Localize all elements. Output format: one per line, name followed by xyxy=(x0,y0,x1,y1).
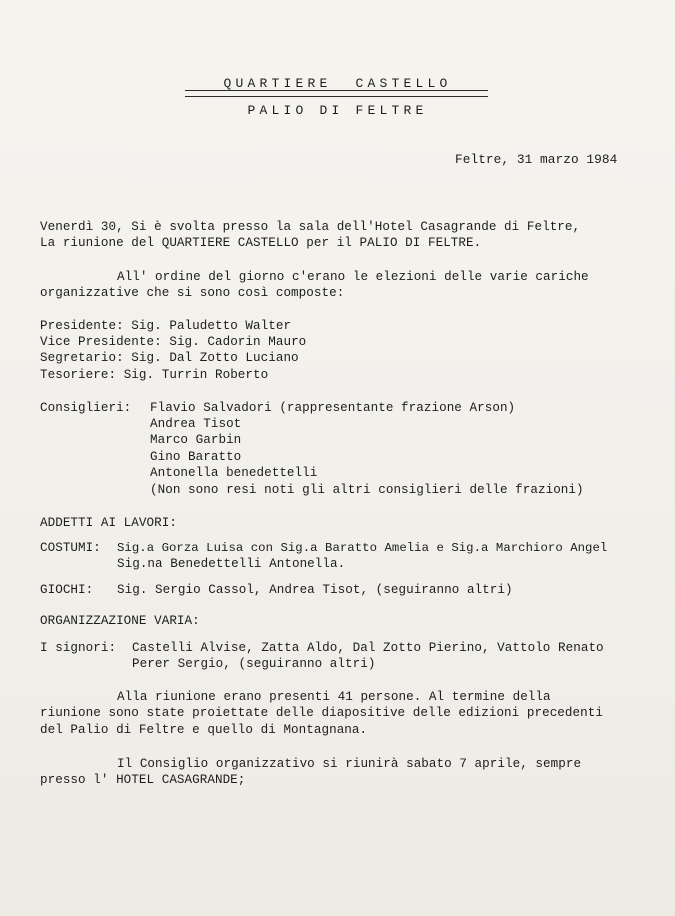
next-meeting-line-2: presso l' HOTEL CASAGRANDE; xyxy=(40,773,246,787)
councillor-item: Marco Garbin xyxy=(150,433,242,447)
attendance-line-1: Alla riunione erano presenti 41 persone. Al termine della xyxy=(117,690,551,704)
officer-role: Vice Presidente: xyxy=(40,335,162,349)
misc-line-1: Castelli Alvise, Zatta Aldo, Dal Zotto Pierino, Vattolo Renato xyxy=(132,641,604,655)
officer-role: Segretario: xyxy=(40,351,124,365)
councillor-item: (Non sono resi noti gli altri consiglieri delle frazioni) xyxy=(150,483,584,497)
misc-line-2: Perer Sergio, (seguiranno altri) xyxy=(132,657,376,671)
agenda-line-2: organizzative che si sono così composte: xyxy=(40,286,345,300)
officer-treasurer xyxy=(40,368,268,383)
misc-label: I signori: xyxy=(40,641,117,655)
officer-name: Sig. Turrin Roberto xyxy=(123,368,269,382)
councillors-label: Consiglieri: xyxy=(40,401,132,415)
councillor-item: Antonella benedettelli xyxy=(150,466,318,480)
title-double-underline xyxy=(185,90,488,97)
agenda-line-1: All' ordine del giorno c'erano le elezioni delle varie cariche xyxy=(117,270,589,284)
games-label: GIOCHI: xyxy=(40,583,94,597)
officer-vice-president xyxy=(40,335,306,350)
costumes-line-1: Sig.a Gorza Luisa con Sig.a Baratto Amelia e Sig.a Marchioro Angel xyxy=(117,541,608,555)
officer-name: Sig. Cadorin Mauro xyxy=(169,335,307,349)
next-meeting-line-1: Il Consiglio organizzativo si riunirà sabato 7 aprile, sempre xyxy=(117,757,582,771)
officer-name: Sig. Dal Zotto Luciano xyxy=(131,351,299,365)
document-subtitle: PALIO DI FELTRE xyxy=(247,103,428,118)
games-text: Sig. Sergio Cassol, Andrea Tisot, (seguiranno altri) xyxy=(117,583,513,597)
intro-line-1: Venerdì 30, Si è svolta presso la sala dell'Hotel Casagrande di Feltre, xyxy=(40,220,581,234)
costumes-line-2: Sig.na Benedettelli Antonella. xyxy=(117,557,346,571)
officer-role: Presidente: xyxy=(40,319,124,333)
intro-line-2: La riunione del QUARTIERE CASTELLO per il PALIO DI FELTRE. xyxy=(40,236,482,250)
costumes-label: COSTUMI: xyxy=(40,541,101,555)
officer-name: Sig. Paludetto Walter xyxy=(131,319,292,333)
councillor-item: Gino Baratto xyxy=(150,450,242,464)
attendance-line-2: riunione sono state proiettate delle diapositive delle edizioni precedenti xyxy=(40,706,603,720)
document-date: Feltre, 31 marzo 1984 xyxy=(455,152,618,167)
officer-president xyxy=(40,319,291,334)
councillor-item: Andrea Tisot xyxy=(150,417,242,431)
officer-secretary xyxy=(40,351,299,366)
attendance-line-3: del Palio di Feltre e quello di Montagnana. xyxy=(40,723,368,737)
document-title: QUARTIERE CASTELLO xyxy=(223,76,452,91)
councillor-item: Flavio Salvadori (rappresentante frazione Arson) xyxy=(150,401,516,415)
workers-heading: ADDETTI AI LAVORI: xyxy=(40,516,177,530)
organization-heading: ORGANIZZAZIONE VARIA: xyxy=(40,614,200,628)
officer-role: Tesoriere: xyxy=(40,368,117,382)
